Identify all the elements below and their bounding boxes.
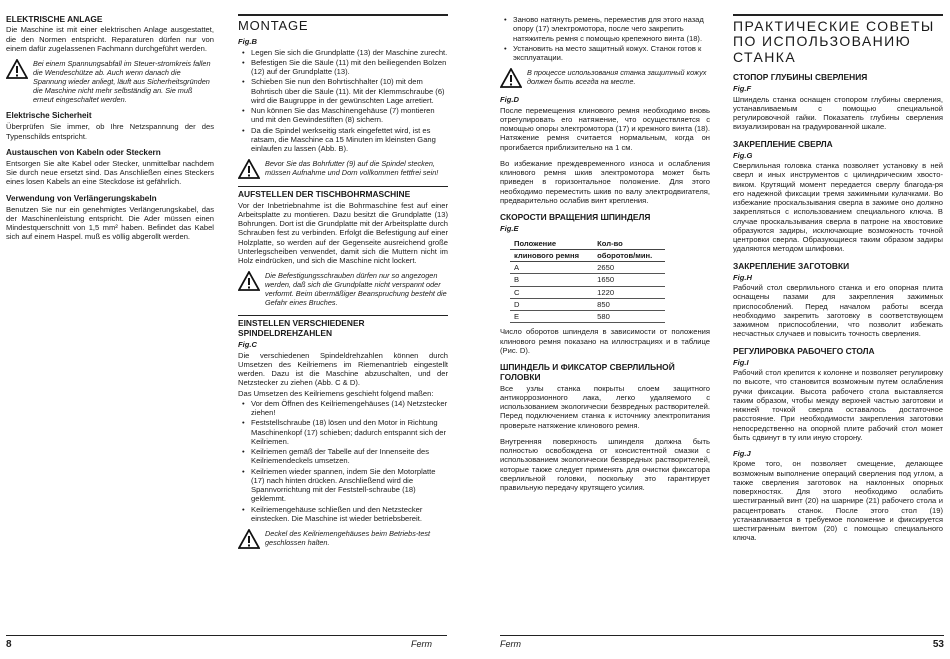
- list-item: • Keilriemen gemäß der Tabelle auf der Innenseite des Keilriemendeckels umsetzen.: [242, 447, 448, 466]
- list-item: • Установить на место защитный кожух. Станок готов к эксплуатации.: [504, 44, 710, 63]
- warning-triangle-icon: [500, 68, 522, 88]
- figure-ref: Fig.F: [733, 84, 752, 94]
- figure-ref: Fig.E: [500, 224, 519, 234]
- warning-note: [6, 59, 214, 104]
- section-title-elektrische-sicherheit: Elektrische Sicherheit: [6, 111, 92, 121]
- steps-list: [504, 15, 710, 62]
- section-text: Рабочий стол сверлильного станка и его опорная плита оснащены пазами для закрепления зажимных приспособлений. Перед началом работы всегда необходимо закрепить заготовку в соответствующем зажимном приспособлении, что позволит избежать несчастных случаев и повысить точность сверления.: [733, 283, 943, 339]
- left-column-2: [238, 14, 448, 629]
- section-title-depth-stop: СТОПОР ГЛУБИНЫ СВЕРЛЕНИЯ: [733, 72, 868, 83]
- montage-list: [242, 48, 448, 154]
- warning-text: Deckel des Keilriemengehäuses beim Betriebs-test geschlossen halten.: [265, 529, 431, 547]
- section-text: После перемещения клинового ремня необходимо вновь отрегулировать его натяжение, что осуществляется с помощью опоры электромотора (17) и крежного винта (18). Натяжение ремня считается нормальным, когда он прогибается приблизительно на 1 см.: [500, 105, 710, 152]
- figure-ref: Fig.D: [500, 95, 519, 105]
- brand-name: Ferm: [411, 639, 432, 649]
- section-text: Сверлильная головка станка позволяет установку в ней сверл и иных инструментов с цилиндрическим хвосто-виком. Крутящий момент передается сверлу благода-ря его надежной фиксации тремя зажимными кулачками. Во избежание проскальзывания сверла в зажиме оно должно закрепляться с использованием специального ключа. В случае проскальзывания сверла в патроне на хвостовике образуются задиры, исключающие возможность точной центровки сверла. Образующиеся таким образом задиры удаляются методом шлифовки.: [733, 161, 943, 254]
- section-text: Die verschiedenen Spindeldrehzahlen können durch Umsetzen des Keilriemens im Riemenantrieb eingestellt werden. Dazu ist die Maschine abzuschalten, und der Netzstecker zu ziehen (Abb. C & D).: [238, 350, 448, 388]
- list-item: • Keilriemengehäuse schließen und den Netzstecker einstecken. Die Maschine ist wieder betriebsbereit.: [242, 505, 448, 524]
- table-row: [510, 262, 665, 274]
- warning-note: [238, 271, 448, 308]
- warning-text: В процессе использования станка защитный кожух должен быть всегда на месте.: [527, 68, 707, 87]
- warning-text: Bevor Sie das Bohrfutter (9) auf die Spindel stecken, müssen Aufnahme und Dorn vollkommen fettfrei sein!: [265, 159, 439, 178]
- figure-ref: Fig.C: [238, 340, 257, 350]
- warning-note: [238, 529, 448, 549]
- table-row: [510, 298, 665, 310]
- section-title-speed: СКОРОСТИ ВРАЩЕНИЯ ШПИНДЕЛЯ: [500, 212, 651, 222]
- list-item: • Vor dem Öffnen des Keilriemengehäuses (14) Netzstecker ziehen!: [242, 399, 448, 418]
- section-title-kabel-stecker: Austauschen von Kabeln oder Steckern: [6, 147, 161, 157]
- section-title-verlaengerungskabel: Verwendung von Verlängerungskabeln: [6, 193, 157, 203]
- section-text: Das Umsetzen des Keilriemens geschieht folgend maßen:: [238, 388, 434, 398]
- section-title-workpiece: ЗАКРЕПЛЕНИЕ ЗАГОТОВКИ: [733, 260, 850, 271]
- section-text: Внутренняя поверхность шпинделя должна быть полностью освобождена от консистентной смазки с использованием экологически безвредных растворителей, которые также следует применять для очистки фиксатора сверлильной головки, поскольку это гарантирует правильную передачу крутящего усилия.: [500, 436, 710, 492]
- section-title-montage: MONTAGE: [238, 14, 448, 33]
- section-text: Entsorgen Sie alte Kabel oder Stecker, unmittelbar nachdem Sie durch neue ersetzt sind. Das Anschließen eines Steckers eines losen Kabels an eine Steckdose ist gefährlich.: [6, 158, 214, 187]
- list-item: • Feststellschraube (18) lösen und den Motor in Richtung Maschinenkopf (17) schieben; dadurch entspannt sich der Keilriemen.: [242, 418, 448, 446]
- section-text: Шпиндель станка оснащен стопором глубины сверления, устанавливаемым с помощью специальной регулировочной гайки. Показатель глубины сверления визуализирован на градуированной шкале.: [733, 94, 943, 132]
- table-cell: D: [510, 298, 593, 310]
- list-item: • Заново натянуть ремень, переместив для этого назад опору (17) электромотора, после чего закрепить натяжитель ремня с помощью крепежного винта (18).: [504, 15, 710, 43]
- section-title-elektrische-anlage: ELEKTRISCHE ANLAGE: [6, 14, 103, 24]
- figure-ref: Fig.I: [733, 357, 749, 367]
- table-row: [510, 311, 665, 323]
- section-text: Кроме того, он позволяет смещение, делающее возможным выполнение операций сверления под углом, а также сверления заготовок на наклонных опорных поверхностях. Для этого необходимо ослабить шестигранный винт (20) на шарнире (21) рабочего стола и расцентровать станок. После этого стол (19) устанавливается в требуемое положение и фиксируется шестигранным винтом (20) с помощью специального ключа.: [733, 459, 943, 543]
- warning-note: [238, 159, 448, 179]
- page-number: 8: [6, 639, 12, 650]
- section-title-table-adjust: РЕГУЛИРОВКА РАБОЧЕГО СТОЛА: [733, 345, 875, 356]
- speed-table: [510, 238, 665, 324]
- left-column-1: [6, 14, 214, 629]
- section-text: Рабочий стол крепится к колонне и позволяет регулировку по высоте, что становится возможным путем ослабления ручки фиксации. Высота рабочего стола выставляется таким образом, чтобы между верхней частью заготовки и нижней точкой сверла оставалось достаточное расстояние. При необходимости закрепления заготовки непосредственно на опорной плите рабочий стол может быть сдвинут в ту или иную сторону.: [733, 368, 943, 442]
- section-text: Все узлы станка покрыты слоем защитного антикоррозионного лака, легко удаляемого с использованием экологически безвредных растворителей. Перед подключением станка к источнику электропитания проверьте натяжение клинового ремня.: [500, 383, 710, 430]
- list-item: • Da die Spindel werkseitig stark eingefettet wird, ist es ratsam, die Maschine ca 15 Minuten im kleinsten Gang einlaufen zu lassen (Abb. B).: [242, 126, 448, 154]
- figure-ref: Fig.G: [733, 150, 753, 160]
- section-text: Число оборотов шпинделя в зависимости от положения клинового ремня показано на иллюстрациях и в таблице (Рис. D).: [500, 327, 710, 355]
- list-item: • Befestigen Sie die Säule (11) mit den beiliegenden Bolzen (12) auf der Grundplatte (13).: [242, 58, 448, 77]
- section-text: Benutzen Sie nur ein genehmigtes Verlängerungskabel, das der Maschinenleistung entspricht. Die Ader müssen einen Mindestquerschnitt von 1,5 mm² haben. Befindet das Kabel sich auf einem Haspel. muß es völlig abgerollt werden.: [6, 204, 214, 242]
- right-column-1: [500, 14, 710, 629]
- warning-text: Die Befestigungsschrauben dürfen nur so angezogen werden, daß sich die Grundplatte nicht verspannt oder verformt. Beim übermäßiger Beanspruchung besteht die Gefahr eines Bruches.: [265, 271, 447, 307]
- table-cell: 580: [593, 311, 665, 323]
- section-title-einstellen: EINSTELLEN VERSCHIEDENER SPINDELDREHZAHLEN: [238, 315, 448, 339]
- figure-ref: Fig.H: [733, 272, 752, 282]
- table-row: [510, 286, 665, 298]
- table-cell: C: [510, 286, 593, 298]
- list-item: • Keilriemen wieder spannen, indem Sie den Motorplatte (17) nach hinten drücken. Anschließend wird die Spannvorrichtung mit der Feststell-schraube (18) geklemmt.: [242, 467, 448, 504]
- brand-name: Ferm: [500, 639, 521, 649]
- warning-note: [500, 68, 710, 88]
- figure-ref: Fig.B: [238, 37, 257, 47]
- table-cell: 1650: [593, 274, 665, 286]
- right-column-2: [733, 14, 943, 629]
- column-header: Положение: [510, 238, 593, 250]
- warning-triangle-icon: [238, 529, 260, 549]
- warning-triangle-icon: [238, 159, 260, 179]
- table-cell: E: [510, 311, 593, 323]
- table-header-row: [510, 238, 665, 250]
- column-header: оборотов/мин.: [593, 249, 665, 261]
- table-cell: 1220: [593, 286, 665, 298]
- column-header: Кол-во: [593, 238, 665, 250]
- table-row: [510, 274, 665, 286]
- warning-triangle-icon: [238, 271, 260, 291]
- page-number: 53: [932, 639, 944, 650]
- page-right: [475, 0, 950, 659]
- section-title-practical-tips: ПРАКТИЧЕСКИЕ СОВЕТЫ ПО ИСПОЛЬЗОВАНИЮ СТАНКА: [733, 14, 943, 65]
- table-cell: A: [510, 262, 593, 274]
- table-header-row: [510, 249, 665, 261]
- footer-left: [6, 635, 447, 651]
- figure-ref: Fig.J: [733, 449, 751, 459]
- warning-triangle-icon: [6, 59, 28, 79]
- list-item: • Schieben Sie nun den Bohrtischhalter (10) mit dem Bohrtisch über die Säule (11). Mit der Klemmschraube (6) wird die Baugruppe in der gewünschten Lage arretiert.: [242, 77, 448, 105]
- list-item: • Legen Sie sich die Grundplatte (13) der Maschine zurecht.: [242, 48, 448, 57]
- section-text: Vor der Inbetriebnahme ist die Bohrmaschine fest auf einer Arbeitsplatte zu montieren. Dazu besitzt die Grundplatte (13) Bohrungen. Dort ist die Grundplatte mit der Arbeitsplatte durch Schrauben fest zu verbinden. Erfolgt die Befestigung auf einer Holzplatte, so werden auf der Gegenseite ausreichend große Unterlegscheiben verwendet, damit sich die Muttern nicht im Holz eindrücken, und sich die Maschine nicht lockert.: [238, 200, 448, 266]
- section-title-spindle: ШПИНДЕЛЬ И ФИКСАТОР СВЕРЛИЛЬНОЙ ГОЛОВКИ: [500, 362, 675, 383]
- table-cell: 850: [593, 298, 665, 310]
- umsetzen-list: [242, 399, 448, 523]
- warning-text: Bei einem Spannungsabfall im Steuer-stromkreis fallen die Wendeschütze ab. Auch wenn danach die Spannung wieder anliegt, läuft aus Sicherheitsgründen die Maschine nicht mehr selbständig an. Sie muß erneut eingeschaltet werden.: [33, 59, 211, 104]
- footer-right: [500, 635, 944, 651]
- table-cell: B: [510, 274, 593, 286]
- section-text: Die Maschine ist mit einer elektrischen Anlage ausgestattet, die den Normen entspricht. Reparaturen dürfen nur von einem dafür zugelassenen Fachmann durchgeführt werden.: [6, 25, 214, 53]
- list-item: • Nun können Sie das Maschinengehäuse (7) montieren und mit den Gewindestiften (8) sichern.: [242, 106, 448, 125]
- section-text: Во избежание преждевременного износа и ослабления клинового ремня шкив электромотора может быть приведен в горизонтальное положение. Для этого необходимо переместить шкив по валу электродвигателя, предварительно ослабив винт крепления.: [500, 158, 710, 205]
- section-title-aufstellen: AUFSTELLEN DER TISCHBOHRMASCHINE: [238, 186, 448, 199]
- section-title-drill-fixing: ЗАКРЕПЛЕНИЕ СВЕРЛА: [733, 138, 833, 149]
- section-text: Überprüfen Sie immer, ob Ihre Netzspannung der des Typenschilds entspricht.: [6, 122, 214, 141]
- table-cell: 2650: [593, 262, 665, 274]
- column-header: клинового ремня: [510, 249, 593, 261]
